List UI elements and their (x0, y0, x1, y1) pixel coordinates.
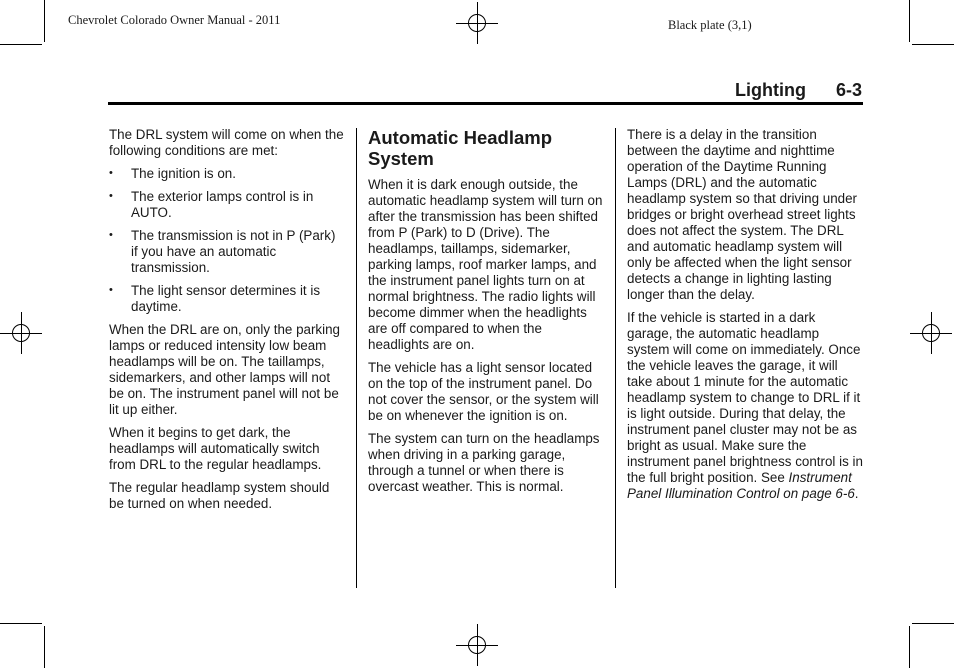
section-name: Lighting (735, 80, 806, 100)
paragraph: When it begins to get dark, the headlamps will automatically switch from DRL to the regular headlamps. (109, 425, 322, 472)
crop-mark-tr-h (912, 44, 954, 45)
paragraph: The regular headlamp system should be turned on when needed. (109, 480, 330, 511)
drl-conditions-list (109, 166, 345, 315)
paragraph-text: If the vehicle is started in a dark garage, the automatic headlamp system will come on immediately. Once the vehicle leaves the garage, it will take about 1 minute for the automatic headlamp system to change to DRL if it is light outside. During that delay, the instrument panel cluster may not be as bright as usual. Make sure the instrument panel brightness control is in the full bright position. See (627, 310, 863, 485)
registration-mark-left (6, 318, 36, 348)
crop-mark-tl-v (44, 0, 45, 42)
column-divider-2 (615, 128, 616, 588)
column-middle (368, 127, 606, 502)
page-number: 6-3 (835, 80, 862, 100)
crop-mark-bl-v (44, 626, 45, 668)
list-item: • The light sensor determines it is daytime. (109, 283, 345, 315)
crop-mark-br-h (912, 623, 954, 624)
crop-mark-br-v (909, 626, 910, 668)
article-title: Automatic Headlamp System (368, 127, 553, 169)
paragraph: When the DRL are on, only the parking lamps or reduced intensity low beam headlamps will be on. The taillamps, sidemarkers, and other lamps will not be on. The instrument panel will not be lit up either. (109, 322, 340, 417)
plate-label: Black plate (3,1) (668, 18, 752, 32)
header-rule (108, 102, 863, 105)
list-item: • The ignition is on. (109, 166, 345, 182)
registration-mark-top (462, 8, 492, 38)
crop-mark-tr-v (909, 0, 910, 42)
cross-reference-link[interactable]: Instrument Panel Illumination Control on page 6-6 (627, 470, 855, 501)
crop-mark-tl-h (0, 44, 42, 45)
paragraph-end: . (854, 486, 859, 501)
paragraph: There is a delay in the transition between the daytime and nighttime operation of the Daytime Running Lamps (DRL) and the automatic headlamp system so that driving under bridges or bright overhead street lights does not affect the system. The DRL and automatic headlamp system will only be affected when the light sensor detects a change in lighting lasting longer than the delay. (627, 127, 857, 302)
paragraph: The system can turn on the headlamps when driving in a parking garage, through a tunnel or when there is overcast weather. This is normal. (368, 431, 600, 494)
paragraph: The vehicle has a light sensor located on the top of the instrument panel. Do not cover the sensor, or the system will be on whenever the ignition is on. (368, 360, 599, 423)
column-left (109, 127, 345, 519)
list-item: • The transmission is not in P (Park) if you have an automatic transmission. (109, 228, 345, 276)
list-item: • The exterior lamps control is in AUTO. (109, 189, 345, 221)
manual-title: Chevrolet Colorado Owner Manual - 2011 (68, 13, 281, 27)
paragraph-with-reference (627, 310, 863, 502)
paragraph: When it is dark enough outside, the automatic headlamp system will turn on after the transmission has been shifted from P (Park) to D (Drive). The headlamps, taillamps, sidemarker, parking lamps, roof marker lamps, and the instrument panel lights turn on at normal brightness. The radio lights will become dimmer when the headlights are off compared to when the headlights are on. (368, 177, 603, 352)
registration-mark-right (916, 318, 946, 348)
registration-mark-bottom (462, 630, 492, 660)
column-right (627, 127, 863, 509)
column-divider-1 (356, 128, 357, 588)
section-header (735, 80, 862, 101)
crop-mark-bl-h (0, 623, 42, 624)
drl-intro: The DRL system will come on when the following conditions are met: (109, 127, 344, 158)
